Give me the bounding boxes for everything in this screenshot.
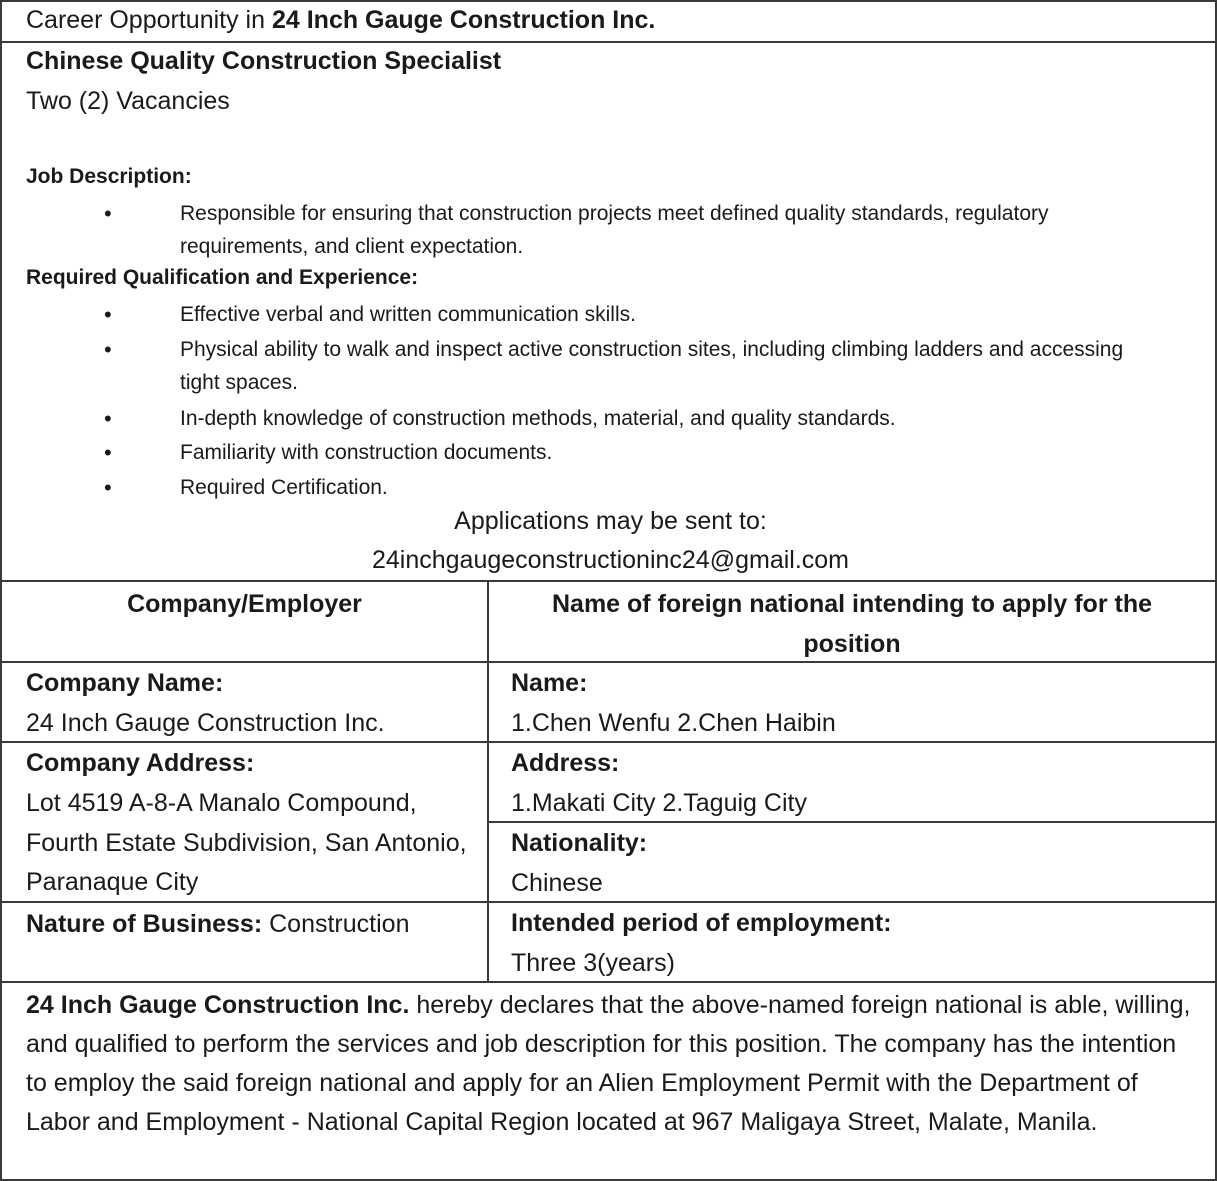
list-item-text: Familiarity with construction documents. — [180, 441, 553, 464]
job-title: Chinese Quality Construction Specialist — [26, 47, 502, 75]
qualifications-label: Required Qualification and Experience: — [26, 266, 419, 289]
vacancies: Two (2) Vacancies — [26, 87, 230, 115]
address-label: Address: — [511, 749, 620, 777]
list-item-text: Required Certification. — [180, 476, 388, 499]
header-prefix: Career Opportunity in — [26, 6, 266, 34]
table-column-divider — [487, 580, 489, 981]
divider — [2, 661, 1215, 663]
job-description-label: Job Description: — [26, 165, 192, 188]
list-item-text: Physical ability to walk and inspect active construction sites, including climbing ladders and accessing tight spaces. — [180, 338, 1124, 394]
table-header-foreign-national: Name of foreign national intending to apply for the position — [552, 590, 1152, 658]
applications-email[interactable]: 24inchgaugeconstructioninc24@gmail.com — [371, 546, 850, 574]
period-value: Three 3(years) — [511, 949, 675, 977]
posting-header — [26, 6, 655, 35]
name-label: Name: — [511, 669, 588, 697]
nature-label: Nature of Business: — [26, 910, 263, 938]
company-name-label: Company Name: — [26, 669, 224, 697]
name-value: 1.Chen Wenfu 2.Chen Haibin — [511, 709, 836, 737]
address-value: 1.Makati City 2.Taguig City — [511, 789, 807, 817]
divider — [2, 901, 1215, 903]
declaration-company: 24 Inch Gauge Construction Inc. — [26, 991, 410, 1019]
bullet-icon: • — [104, 201, 112, 226]
bullet-icon: • — [104, 406, 112, 431]
company-address-label: Company Address: — [26, 749, 255, 777]
divider — [2, 741, 1215, 743]
bullet-icon: • — [104, 440, 112, 465]
table-header-company: Company/Employer — [127, 590, 362, 618]
divider — [2, 41, 1215, 43]
applications-label: Applications may be sent to: — [454, 507, 767, 535]
list-item-text: Responsible for ensuring that construction projects meet defined quality standards, regulatory requirements, and client expectation. — [180, 202, 1049, 258]
divider — [2, 981, 1215, 983]
divider — [2, 580, 1215, 582]
nature-value: Construction — [269, 910, 410, 938]
list-item-text: Effective verbal and written communication skills. — [180, 303, 636, 326]
declaration-text: hereby declares that the above-named foreign national is able, willing, and qualified to perform the services and job description for this position. The company has the intention to employ the said foreign national and apply for an Alien Employment Permit with the Department of Labor and Employment - National Capital Region located at 967 Maligaya Street, Malate, Manila. — [26, 991, 1191, 1136]
header-company: 24 Inch Gauge Construction Inc. — [271, 6, 656, 34]
divider — [487, 821, 1215, 823]
company-name-value: 24 Inch Gauge Construction Inc. — [26, 709, 385, 737]
bullet-icon: • — [104, 475, 112, 500]
nature-of-business — [26, 905, 409, 945]
bullet-icon: • — [104, 337, 112, 362]
nationality-value: Chinese — [511, 869, 603, 897]
bullet-icon: • — [104, 302, 112, 327]
declaration-paragraph — [26, 986, 1201, 1142]
list-item-text: In-depth knowledge of construction methods, material, and quality standards. — [180, 407, 896, 430]
nationality-label: Nationality: — [511, 829, 648, 857]
company-address-value: Lot 4519 A-8-A Manalo Compound, Fourth Estate Subdivision, San Antonio, Paranaque City — [26, 789, 467, 896]
period-label: Intended period of employment: — [511, 909, 892, 937]
